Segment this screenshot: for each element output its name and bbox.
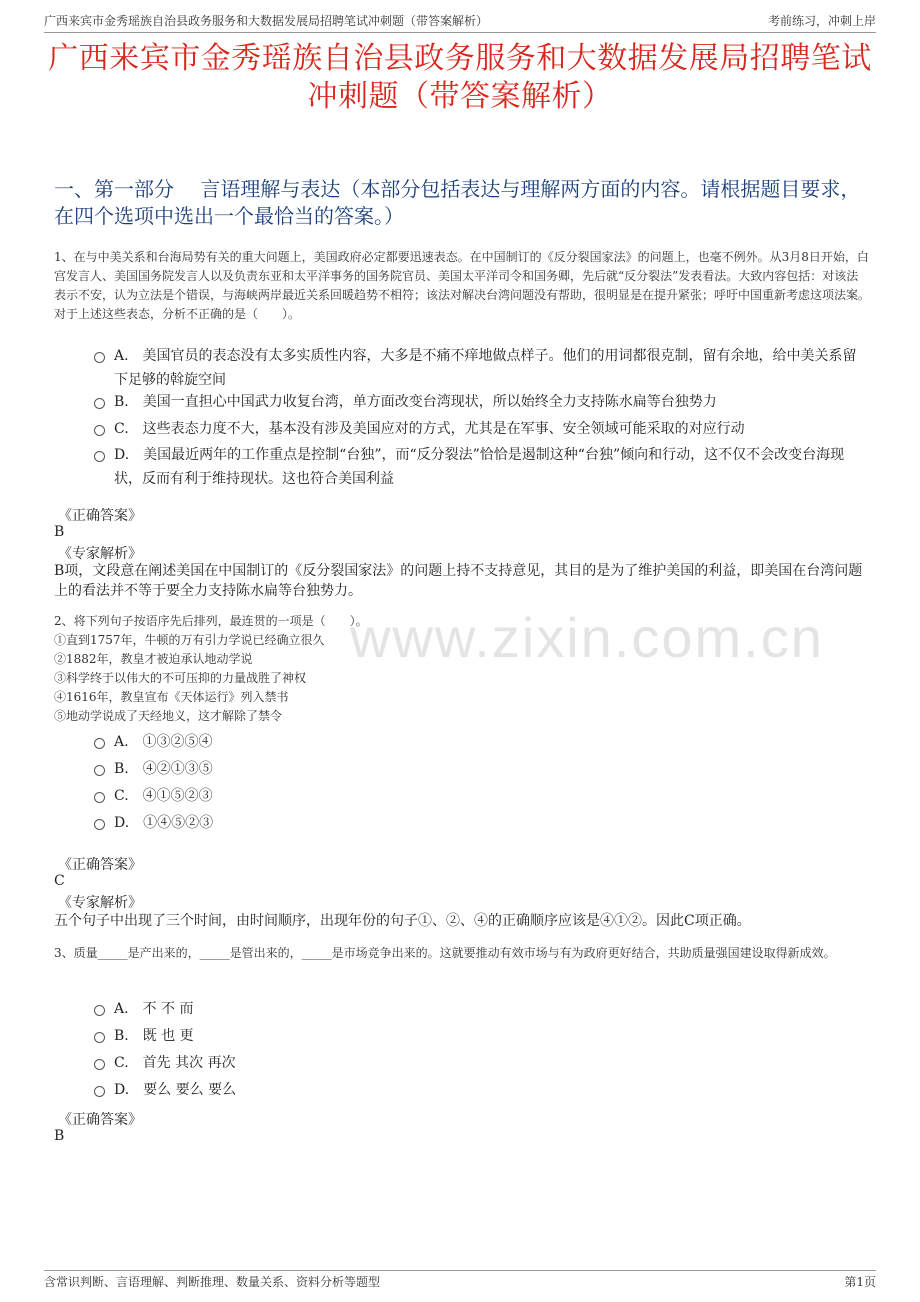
q3-option-b[interactable] [92, 1024, 864, 1048]
option-text: C. 首先 其次 再次 [114, 1055, 236, 1071]
q2-option-b[interactable] [92, 757, 864, 781]
radio-button-icon[interactable] [94, 425, 105, 436]
radio-button-icon[interactable] [94, 352, 105, 363]
q2-explanation: 五个句子中出现了三个时间，由时间顺序，出现年份的句子①、②、④的正确顺序应该是④①②。因此C项正确。 [54, 913, 751, 929]
option-text: B. 既 也 更 [114, 1028, 194, 1044]
watermark: www.zixin.com.cn [350, 606, 824, 669]
q3-answer-label: 《正确答案》 [58, 1112, 142, 1128]
footer-topics: 含常识判断、言语理解、判断推理、数量关系、资料分析等题型 [44, 1275, 381, 1289]
radio-button-icon[interactable] [94, 738, 105, 749]
q1-answer: B [54, 524, 65, 540]
question-1-stem: 1、在与中美关系和台海局势有关的重大问题上，美国政府必定都要迅速表态。在中国制订的《反分裂国家法》的问题上，也毫不例外。从3月8日开始，白宫发言人、美国国务院发言人以及负责东亚和太平洋事务的国务院官员、美国太平洋司令和国务卿，先后就“反分裂法”发表看法。大致内容包括：对该法表示不安，认为立法是个错误，与海峡两岸最近关系回暖趋势不相符；该法对解决台湾问题没有帮助，很明显是在提升紧张；呼吁中国重新考虑这项法案。 [54, 250, 871, 302]
q3-answer: B [54, 1128, 65, 1144]
radio-button-icon[interactable] [94, 451, 105, 462]
question-2-stem: 2、将下列句子按语序先后排列，最连贯的一项是（ ）。 [54, 614, 368, 628]
option-text: C. ④①⑤②③ [114, 788, 213, 804]
question-3 [54, 944, 870, 963]
page-title: 广西来宾市金秀瑶族自治县政务服务和大数据发展局招聘笔试冲刺题（带答案解析） [48, 41, 872, 114]
option-text: D. 美国最近两年的工作重点是控制“台独”，而“反分裂法”恰恰是遏制这种“台独”倾向和行动，这不仅不会改变台海现状，反而有利于维持现状。这也符合美国利益 [114, 447, 845, 487]
sentence-line: ③科学终于以伟大的不可压抑的力量战胜了神权 [54, 671, 307, 685]
option-text: A. ①③②⑤④ [114, 734, 213, 750]
page-header [44, 10, 876, 33]
q2-answer-label: 《正确答案》 [58, 857, 142, 873]
question-2 [54, 612, 870, 726]
q1-option-a[interactable] [92, 344, 864, 392]
q1-explanation: B项，文段意在阐述美国在中国制订的《反分裂国家法》的问题上持不支持意见，其目的是为了维护美国的利益，即美国在台湾问题上的看法并不等于要全力支持陈水扁等台独势力。 [54, 563, 863, 599]
sentence-line: ⑤地动学说成了天经地义，这才解除了禁令 [54, 709, 283, 723]
q2-option-c[interactable] [92, 784, 864, 808]
option-text: B. ④②①③⑤ [114, 761, 213, 777]
q1-option-d[interactable] [92, 443, 864, 491]
radio-button-icon[interactable] [94, 1032, 105, 1043]
sentence-line: ④1616年，教皇宣布《天体运行》列入禁书 [54, 690, 289, 704]
q1-explanation-label: 《专家解析》 [58, 546, 142, 562]
option-text: D. ①④⑤②③ [114, 815, 214, 831]
q1-option-c[interactable] [92, 417, 864, 441]
option-text: D. 要么 要么 要么 [114, 1082, 237, 1098]
question-1 [54, 248, 870, 324]
sentence-line: ②1882年，教皇才被迫承认地动学说 [54, 652, 253, 666]
option-text: A. 美国官员的表态没有太多实质性内容，大多是不痛不痒地做点样子。他们的用词都很克制，留有余地，给中美关系留下足够的斡旋空间 [114, 348, 857, 388]
q3-option-a[interactable] [92, 997, 864, 1021]
q2-answer: C [54, 873, 65, 889]
radio-button-icon[interactable] [94, 819, 105, 830]
q2-option-a[interactable] [92, 730, 864, 754]
page-number: 第1页 [844, 1275, 876, 1289]
question-3-stem: 3、质量_____是产出来的，_____是管出来的，_____是市场竞争出来的。这就要推动有效市场与有为政府更好结合，共助质量强国建设取得新成效。 [54, 946, 836, 960]
radio-button-icon[interactable] [94, 1059, 105, 1070]
q2-option-d[interactable] [92, 811, 864, 835]
page-footer [44, 1270, 876, 1291]
q3-option-d[interactable] [92, 1078, 864, 1102]
radio-button-icon[interactable] [94, 398, 105, 409]
header-document-title: 广西来宾市金秀瑶族自治县政务服务和大数据发展局招聘笔试冲刺题（带答案解析） [44, 14, 489, 28]
q1-answer-label: 《正确答案》 [58, 508, 142, 524]
radio-button-icon[interactable] [94, 765, 105, 776]
question-1-prompt: 对于上述这些表态，分析不正确的是（ ）。 [54, 307, 301, 321]
option-text: A. 不 不 而 [114, 1001, 194, 1017]
sentence-line: ①直到1757年，牛顿的万有引力学说已经确立很久 [54, 633, 325, 647]
radio-button-icon[interactable] [94, 792, 105, 803]
section-heading: 一、第一部分 言语理解与表达（本部分包括表达与理解两方面的内容。请根据题目要求，在四个选项中选出一个最恰当的答案。） [54, 177, 861, 228]
option-text: C. 这些表态力度不大，基本没有涉及美国应对的方式，尤其是在军事、安全领域可能采取的对应行动 [114, 421, 745, 437]
radio-button-icon[interactable] [94, 1086, 105, 1097]
option-text: B. 美国一直担心中国武力收复台湾，单方面改变台湾现状，所以始终全力支持陈水扁等台独势力 [114, 394, 717, 410]
header-slogan: 考前练习，冲刺上岸 [767, 14, 876, 28]
radio-button-icon[interactable] [94, 1005, 105, 1016]
q3-option-c[interactable] [92, 1051, 864, 1075]
q1-option-b[interactable] [92, 390, 864, 414]
q2-explanation-label: 《专家解析》 [58, 895, 142, 911]
